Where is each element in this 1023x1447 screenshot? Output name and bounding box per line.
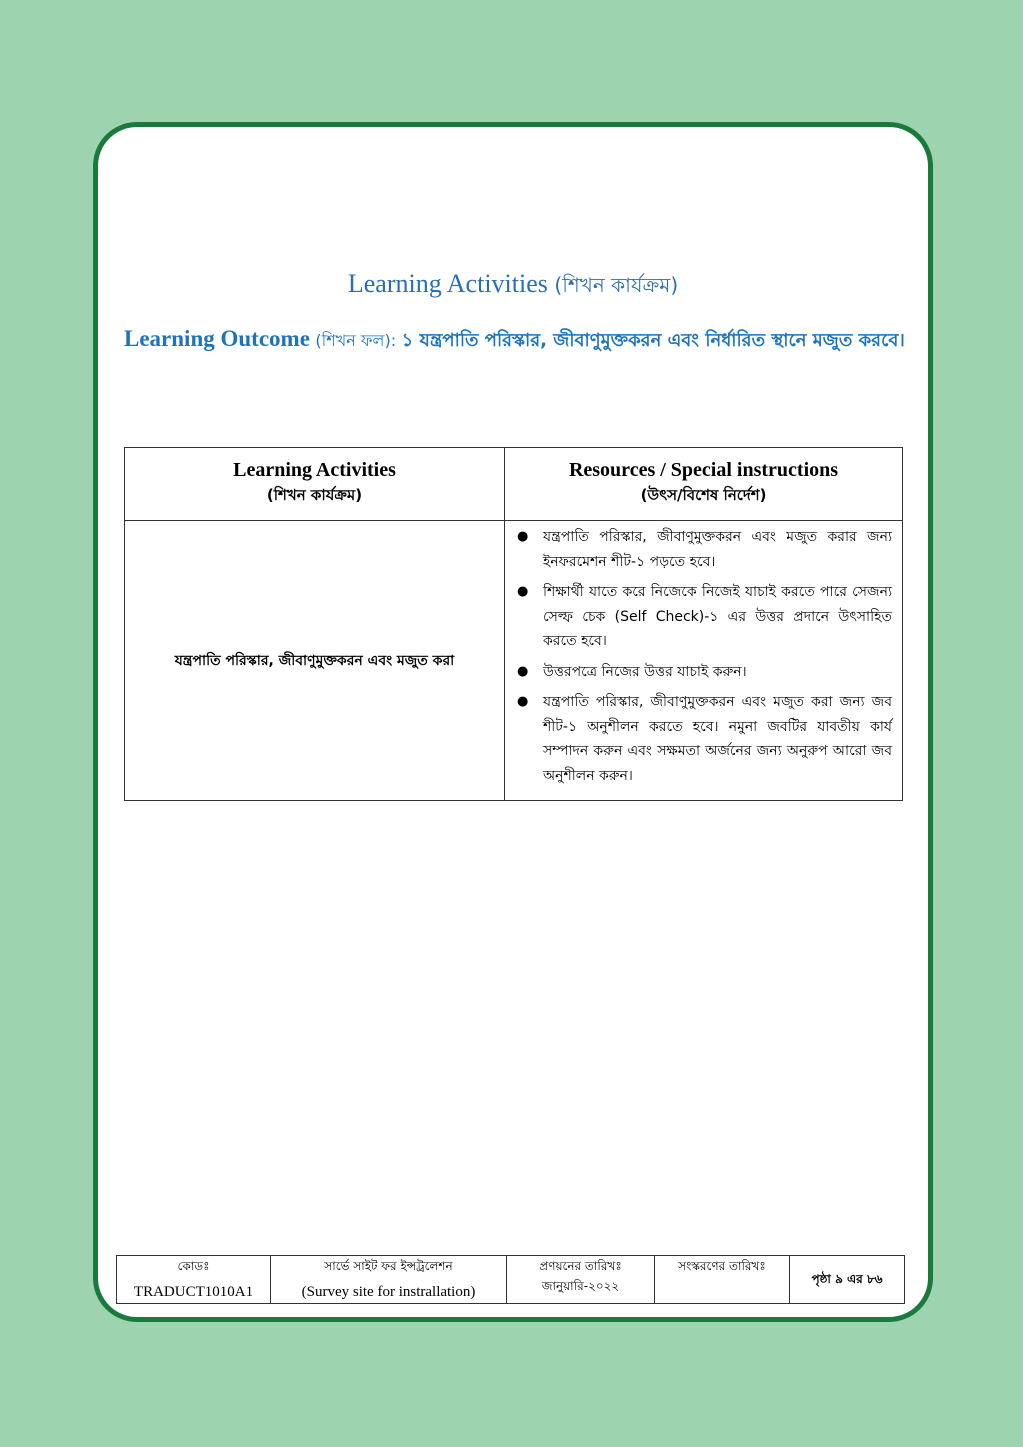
- footer-row: [117, 1256, 905, 1304]
- resource-text: যন্ত্রপাতি পরিস্কার, জীবাণুমুক্তকরন এবং মজুত করার জন্য ইনফরমেশন শীট-১ পড়তে হবে।: [543, 529, 892, 570]
- footer-prep-label: প্রণয়নের তারিখঃ: [539, 1259, 622, 1273]
- activity-cell: যন্ত্রপাতি পরিস্কার, জীবাণুমুক্তকরন এবং মজুত করা: [125, 521, 505, 801]
- footer-prep-value: জানুয়ারি-২০২২: [541, 1279, 620, 1293]
- header-col2-bn: (উৎস/বিশেষ নির্দেশ): [640, 486, 767, 504]
- list-item: [513, 580, 892, 654]
- bullet-icon: ●: [517, 529, 529, 544]
- resource-text: উত্তরপত্রে নিজের উত্তর যাচাই করুন।: [543, 663, 747, 680]
- list-item: [513, 660, 892, 685]
- resources-cell: [505, 521, 903, 801]
- outcome-text: ১ যন্ত্রপাতি পরিস্কার, জীবাণুমুক্তকরন এবং নির্ধারিত স্থানে মজুত করবে।: [401, 330, 905, 351]
- bullet-icon: ●: [517, 584, 529, 599]
- header-col1-bn: (শিখন কার্যক্রম): [266, 486, 363, 504]
- footer-rev-date: [655, 1256, 790, 1304]
- header-resources: [505, 448, 903, 521]
- outcome-label-bn: (শিখন ফল):: [315, 331, 397, 350]
- page-title-en: Learning Activities: [347, 269, 548, 298]
- bullet-icon: ●: [517, 694, 529, 709]
- bullet-icon: ●: [517, 663, 529, 679]
- page-title-bn: (শিখন কার্যক্রম): [554, 273, 679, 297]
- header-learning-activities: [125, 448, 505, 521]
- header-col1-en: Learning Activities: [233, 459, 396, 481]
- footer-course: [271, 1256, 507, 1304]
- footer-rev-label: সংস্করণের তারিখঃ: [678, 1259, 766, 1273]
- page-footer: [116, 1255, 905, 1304]
- table-header-row: [125, 448, 903, 521]
- list-item: [513, 690, 892, 788]
- list-item: [513, 525, 892, 574]
- footer-course-en: (Survey site for instrallation): [301, 1284, 476, 1300]
- header-col2-en: Resources / Special instructions: [568, 459, 839, 481]
- page-title: [98, 269, 928, 304]
- table-row: [125, 521, 903, 801]
- footer-code-value: TRADUCT1010A1: [133, 1284, 254, 1300]
- learning-outcome: [124, 323, 909, 357]
- footer-code: [117, 1256, 271, 1304]
- page-card: [93, 122, 933, 1322]
- footer-code-label: কোডঃ: [177, 1259, 210, 1273]
- footer-prep-date: [507, 1256, 655, 1304]
- resource-text: যন্ত্রপাতি পরিস্কার, জীবাণুমুক্তকরন এবং মজুত করা জন্য জব শীট-১ অনুশীলন করতে হবে। নমুনা জবটির যাবতীয় কার্য সম্পাদন করুন এবং সক্ষমতা অর্জনের জন্য অনুরুপ আরো জব অনুশীলন করুন।: [543, 694, 892, 784]
- resources-list: [513, 525, 892, 788]
- outcome-label-en: Learning Outcome: [124, 326, 310, 351]
- footer-page-number: পৃষ্ঠা ৯ এর ৮৬: [790, 1256, 905, 1304]
- resource-text: শিক্ষার্থী যাতে করে নিজেকে নিজেই যাচাই করতে পারে সেজন্য সেল্ফ চেক (Self Check)-১ এর উত্তর প্রদানে উৎসাহিত করতে হবে।: [543, 584, 892, 649]
- activities-table: [124, 447, 903, 801]
- footer-course-bn: সার্ভে সাইট ফর ইন্সট্রলেশন: [324, 1259, 453, 1273]
